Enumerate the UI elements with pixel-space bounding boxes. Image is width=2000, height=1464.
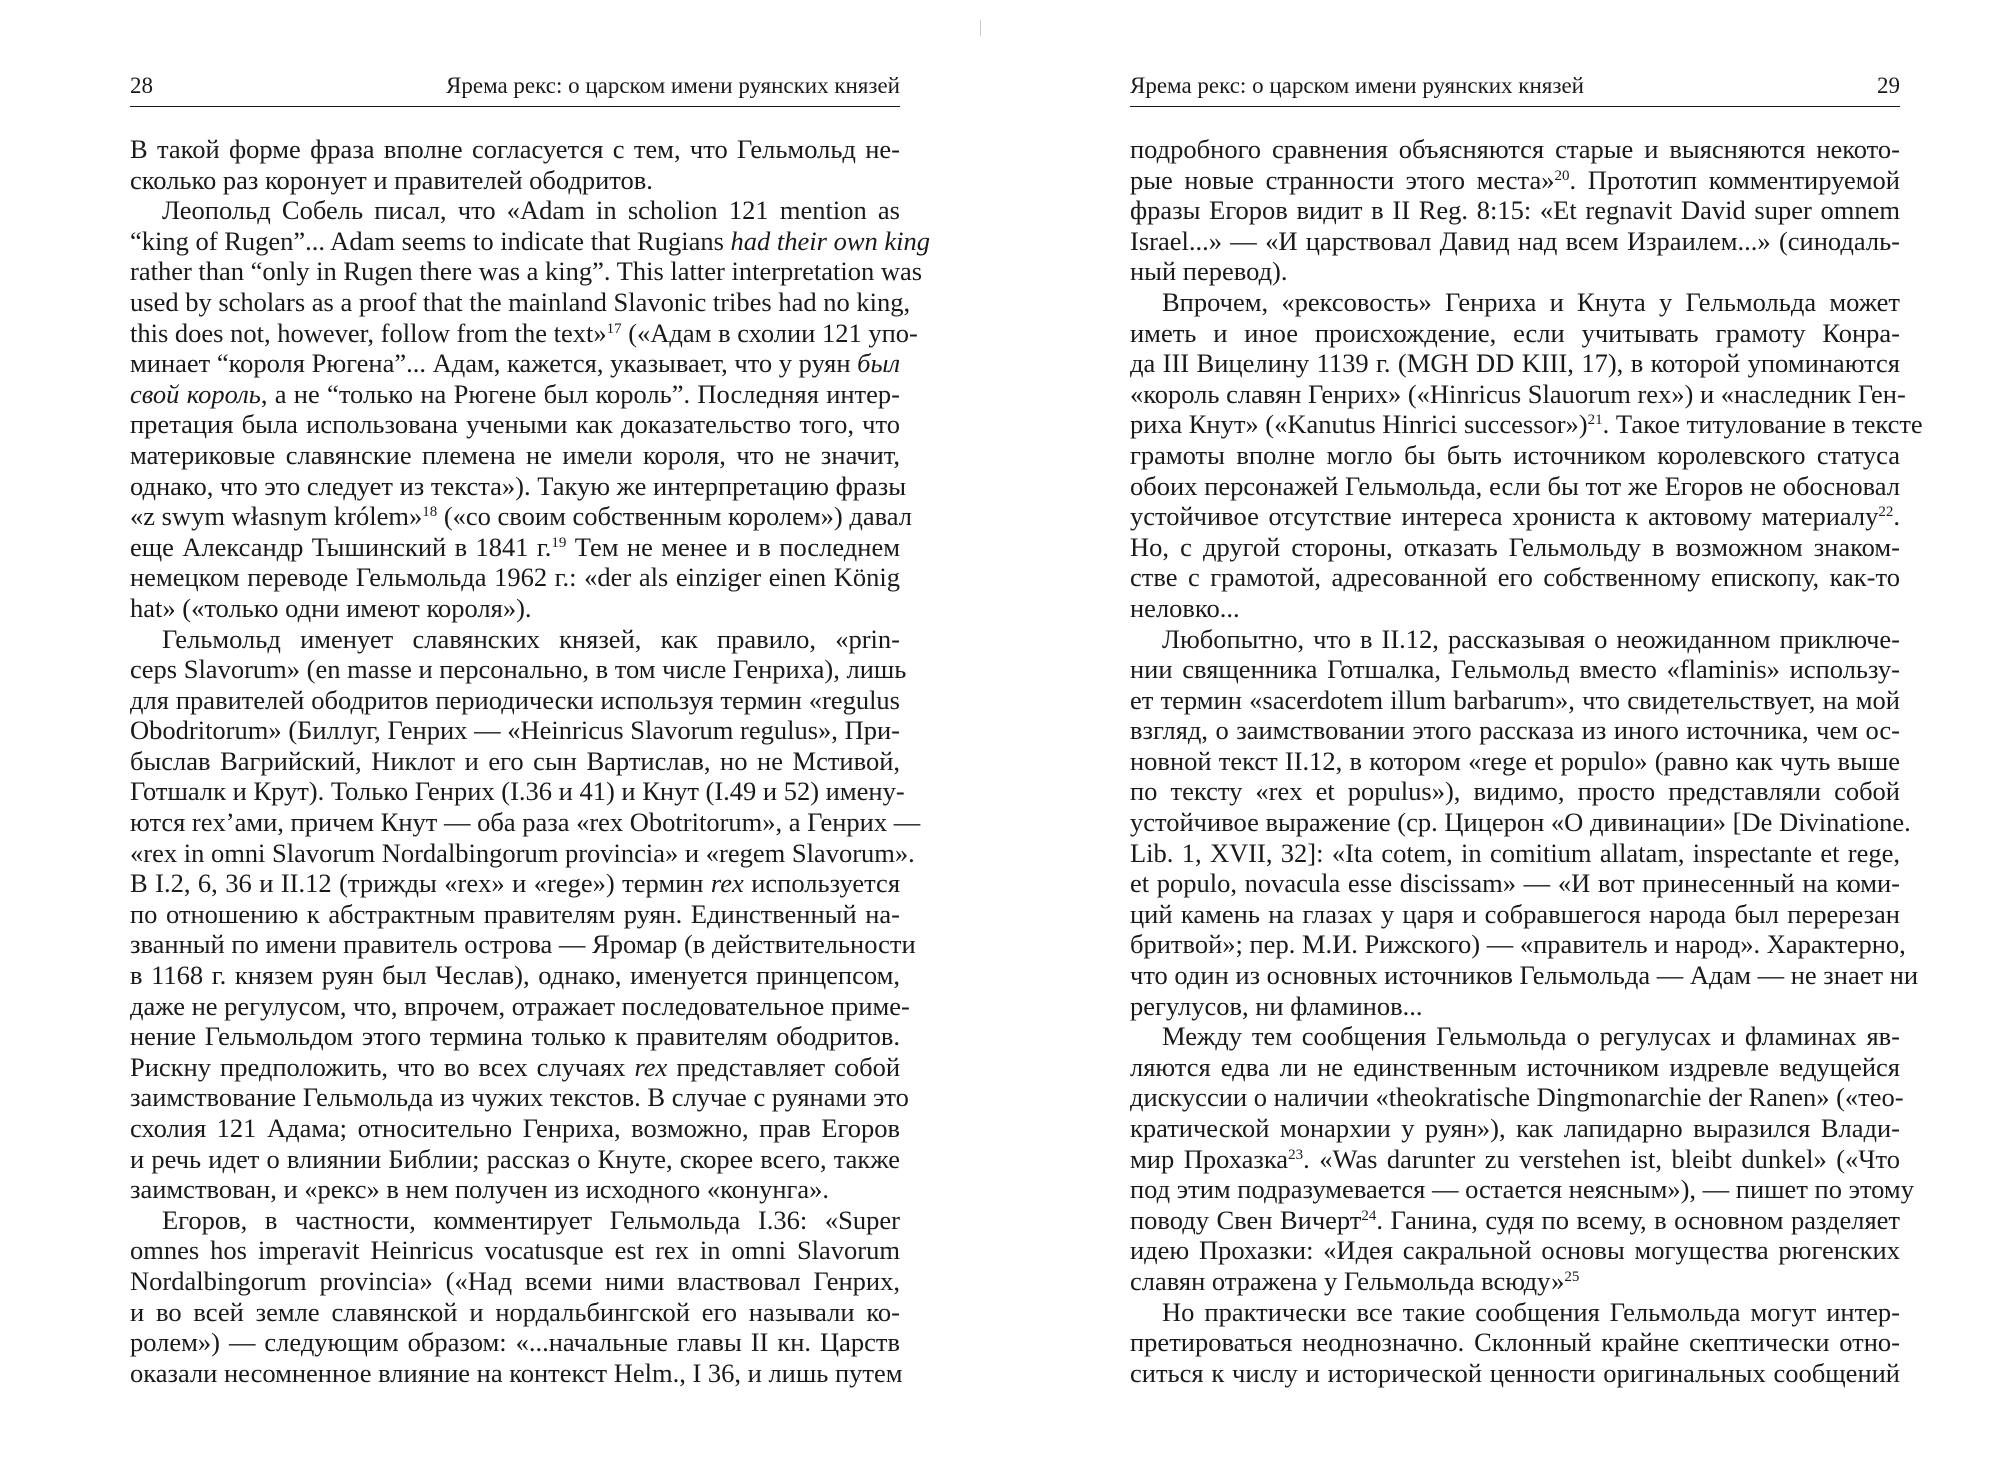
line-text: и речь идет о влиянии Библии; рассказ о Кнуте, скорее всего, также (130, 1143, 900, 1174)
text-line (130, 532, 900, 563)
text-line (130, 776, 905, 807)
left-header-title: Ярема рекс: о царском имени руянских князей (446, 73, 900, 98)
text-line (1130, 1205, 1900, 1236)
text-line (1130, 195, 1900, 226)
text-line (1130, 1174, 1914, 1205)
text-line (1130, 501, 1900, 532)
text-line (130, 225, 931, 257)
text-line (130, 807, 921, 838)
line-text-continued: («со своим собственным королем») давал (437, 501, 912, 532)
text-line (130, 1144, 900, 1175)
line-text: обоих персонажей Гельмольда, если бы тот же Егоров не обосновал (1130, 470, 1900, 501)
line-text: ceps Slavorum» (en masse и персонально, в том числе Генриха), лишь (130, 654, 907, 685)
text-line (130, 286, 911, 318)
footnote-reference: 18 (422, 504, 438, 521)
line-text: славян отражена у Гельмольда всюду» (1130, 1265, 1565, 1296)
line-text: ный перевод). (1130, 256, 1288, 287)
footnote-reference: 23 (1288, 1146, 1304, 1163)
text-line (1130, 1021, 1900, 1052)
line-text: устойчивое выражение (ср. Цицерон «О дивинации» [De Divinatione. (1130, 807, 1911, 838)
line-text: нение Гельмольдом этого термина только к правителям ободритов. (130, 1021, 900, 1052)
italic-text: rex (634, 1051, 668, 1082)
line-text: дискуссии о наличии «theokratische Dingmonarchie der Ranen» («тео- (1130, 1082, 1904, 1113)
text-line (1130, 134, 1900, 165)
text-line (1130, 715, 1900, 746)
text-line (130, 685, 900, 716)
line-text: мир Прохазка (1130, 1143, 1289, 1174)
line-text: взгляд, о заимствовании этого рассказа из иного источника, чем ос- (1130, 715, 1900, 746)
text-line (1130, 838, 1900, 869)
line-text: немецком переводе Гельмольда 1962 г.: «der als einziger einen König (130, 562, 900, 593)
line-text: Впрочем, «рексовость» Генриха и Кнута у Гельмольда может (1162, 286, 1900, 317)
line-text: устойчивое отсутствие интереса хрониста к актовому материалу (1130, 501, 1879, 532)
line-text: иметь и иное происхождение, если учитывать грамоту Конра- (1130, 317, 1900, 348)
right-page-number: 29 (1877, 73, 1900, 98)
italic-text: had their own king (730, 225, 931, 256)
line-text: регулусов, ни фламинов... (1130, 990, 1423, 1021)
line-text: «rex in omni Slavorum Nordalbingorum provincia» и «regem Slavorum». (130, 837, 915, 868)
text-line (130, 1205, 900, 1236)
line-text: Между тем сообщения Гельмольда о регулусах и фламинах яв- (1162, 1021, 1900, 1052)
line-text-continued: . Прототип комментируемой (1569, 164, 1900, 195)
line-text: и во всей земле славянской и нордальбингской его называли ко- (130, 1296, 900, 1327)
text-line (1130, 318, 1900, 349)
line-text: Nordalbingorum provincia» («Над всеми ними властвовал Генрих, (130, 1265, 900, 1296)
text-line (1130, 1113, 1900, 1144)
line-text: даже не регулусом, что, впрочем, отражает последовательное приме- (130, 990, 910, 1021)
line-text: Но практически все такие сообщения Гельмольда могут интер- (1162, 1296, 1900, 1327)
text-line (1130, 991, 1900, 1022)
line-text: заимствован, и «рекс» в нем получен из исходного «конунга». (130, 1174, 830, 1205)
line-text: used by scholars as a proof that the mainland Slavonic tribes had no king, (130, 286, 911, 317)
text-line (1130, 1297, 1900, 1328)
text-line (1130, 1052, 1900, 1083)
line-text: Рискну предположить, что во всех случаях (130, 1051, 635, 1082)
text-line (1130, 1235, 1900, 1266)
text-line (1130, 440, 1900, 471)
text-line (1130, 348, 1900, 379)
line-text: быслав Вагрийский, Никлот и его сын Вартислав, но не Мстивой, (130, 745, 900, 776)
text-line (130, 348, 900, 379)
line-text: бритвой»; пер. М.И. Рижского) — «правитель и народ». Характерно, (1130, 929, 1906, 960)
text-line (130, 562, 900, 593)
footnote-reference: 24 (1361, 1207, 1377, 1224)
line-text: грамоты вполне могло бы быть источником королевского статуса (1130, 439, 1900, 470)
text-line (1130, 1327, 1900, 1358)
text-line (1130, 685, 1900, 716)
text-line (130, 1357, 903, 1389)
line-text: сколько раз коронует и правителей ободритов. (130, 164, 653, 195)
line-text: риха Кнут» («Kanutus Hinrici successor») (1130, 409, 1588, 440)
line-text: rather than “only in Rugen there was a king”. This latter interpretation was (130, 256, 923, 287)
line-text: идею Прохазки: «Идея сакральной основы могущества рюгенских (1130, 1235, 1900, 1266)
line-text: что один из основных источников Гельмольда — Адам — не знает ни (1130, 960, 1919, 991)
line-text: “king of Rugen”... Adam seems to indicate that Rugians (130, 225, 731, 256)
text-line (130, 1174, 900, 1205)
line-text: В I.2, 6, 36 и II.12 (трижды «rex» и «rege») термин (130, 868, 711, 899)
line-text-continued: используется (743, 868, 901, 899)
line-text: et populo, novacula esse discissam» — «И вот принесенный на коми- (1130, 868, 1900, 899)
text-line (130, 593, 900, 624)
text-line (130, 440, 900, 471)
line-text: неловко... (1130, 592, 1240, 623)
line-text: кратической монархии у руян»), как лапидарно выразился Влади- (1130, 1113, 1900, 1143)
text-line (130, 1235, 900, 1266)
line-text: новной текст II.12, в котором «rege et populo» (равно как чуть выше (1130, 745, 1900, 776)
text-line (130, 134, 900, 165)
line-text: Леопольд Собель писал, что «Adam in scholion 121 mention as (162, 195, 900, 226)
text-line (130, 1052, 900, 1083)
text-line (130, 837, 915, 869)
line-text: схолия 121 Адама; относительно Генриха, возможно, прав Егоров (130, 1113, 900, 1143)
text-line (1130, 562, 1900, 593)
italic-text: был (857, 348, 901, 379)
text-line (1130, 471, 1900, 502)
text-line (1130, 256, 1900, 287)
line-text: ются rex’ами, причем Кнут — оба раза «rex Obotritorum», а Генрих — (130, 807, 921, 838)
text-line (130, 195, 900, 226)
line-text: «король славян Генрих» («Hinricus Slauorum rex») и «наследник Ген- (1130, 378, 1906, 409)
text-line (130, 624, 900, 655)
text-line (1130, 899, 1900, 930)
line-text: ляются едва ли не единственным источником издревле ведущейся (1130, 1051, 1900, 1082)
line-text-continued: . Такое титулование в тексте (1602, 409, 1923, 440)
line-text: званный по имени правитель острова — Яромар (в действительности (130, 929, 916, 960)
line-text: Lib. 1, XVII, 32]: «Ita cotem, in comitium allatam, inspectante et rege, (1130, 837, 1900, 868)
italic-text: rex (710, 868, 744, 899)
text-line (1130, 1082, 1904, 1113)
line-text: еще Александр Тышинский в 1841 г. (130, 531, 552, 562)
line-text: минает “короля Рюгена”... Адам, кажется, указывает, что у руян (130, 348, 858, 379)
text-line (130, 1327, 900, 1358)
line-text: ролем») — следующим образом: «...начальные главы II кн. Царств (130, 1327, 900, 1358)
right-running-header (1130, 72, 1900, 107)
right-body-text (1130, 134, 1923, 1388)
line-text: по отношению к абстрактным правителям руян. Единственный на- (130, 898, 900, 929)
line-text-continued: («Адам в схолии 121 упо- (621, 317, 918, 348)
line-text: Гельмольд именует славянских князей, как правило, «prin- (162, 623, 900, 654)
line-text: В такой форме фраза вполне согласуется с тем, что Гельмольд не- (130, 134, 900, 164)
text-line (130, 1266, 900, 1297)
footnote-reference: 21 (1587, 412, 1603, 429)
text-line (1130, 165, 1900, 196)
text-line (130, 317, 918, 349)
line-text-continued: Тем не менее и в последнем (566, 531, 900, 562)
line-text: стве с грамотой, адресованной его собственному епископу, как-то (1130, 562, 1900, 593)
text-line (1130, 654, 1900, 685)
line-text: Любопытно, что в II.12, рассказывая о неожиданном приключе- (1162, 623, 1900, 654)
footnote-reference: 25 (1564, 1268, 1580, 1285)
text-line (130, 1113, 900, 1144)
line-text: ет термин «sacerdotem illum barbarum», что свидетельствует, на мой (1130, 684, 1900, 715)
footnote-reference: 20 (1554, 167, 1570, 184)
text-line (1130, 532, 1900, 563)
line-text: нии священника Готшалка, Гельмольд вместо «flaminis» использу- (1130, 654, 1900, 685)
line-text: для правителей ободритов периодически используя термин «regulus (130, 684, 900, 715)
text-line (1130, 1144, 1900, 1175)
footnote-reference: 19 (551, 534, 567, 551)
line-text: Israel...» — «И царствовал Давид над всем Израилем...» (синодаль- (1130, 225, 1900, 256)
text-line (130, 990, 910, 1022)
line-text: материковые славянские племена не имели короля, что не значит, (130, 439, 900, 470)
text-line (130, 960, 900, 991)
text-line (1130, 868, 1900, 899)
text-line (130, 379, 900, 410)
line-text: Obodritorum» (Биллуг, Генрих — «Heinricus Slavorum regulus», При- (130, 715, 900, 746)
text-line (130, 256, 923, 287)
text-line (1130, 1358, 1900, 1389)
line-text: omnes hos imperavit Heinricus vocatusque est rex in omni Slavorum (130, 1235, 900, 1266)
line-text: однако, что это следует из текста»). Такую же интерпретацию фразы (130, 470, 907, 501)
line-text-continued: . (1893, 501, 1900, 532)
line-text: Готшалк и Крут). Только Генрих (I.36 и 41) и Кнут (I.49 и 52) имену- (130, 776, 905, 807)
text-line (1130, 624, 1900, 655)
footnote-reference: 17 (606, 320, 622, 337)
text-line (130, 1021, 900, 1052)
line-text: hat» («только одни имеют короля»). (130, 592, 532, 623)
text-line (1130, 226, 1900, 257)
text-line (1130, 593, 1900, 624)
line-text-continued: . Ганина, судя по всему, в основном разделяет (1376, 1204, 1900, 1235)
line-text: Егоров, в частности, комментирует Гельмольда I.36: «Super (162, 1204, 900, 1235)
line-text: фразы Егоров видит в II Reg. 8:15: «Et regnavit David super omnem (1130, 195, 1900, 226)
text-line (1130, 929, 1906, 960)
footnote-reference: 22 (1878, 504, 1894, 521)
right-page (1130, 0, 1923, 1464)
line-text-continued: . «Was darunter zu verstehen ist, bleibt dunkel» («Что (1303, 1143, 1900, 1174)
left-page-number: 28 (130, 73, 153, 98)
line-text: в 1168 г. князем руян был Чеслав), однако, именуется принцепсом, (130, 960, 900, 991)
line-text: да III Вицелину 1139 г. (MGH DD KIII, 17), в которой упоминаются (1130, 348, 1900, 379)
text-line (1130, 1266, 1900, 1297)
line-text-continued: , а не “только на Рюгене был король”. Последняя интер- (260, 378, 900, 409)
line-text: заимствование Гельмольда из чужих текстов. В случае с руянами это (130, 1082, 909, 1113)
text-line (1130, 807, 1911, 838)
text-line (1130, 746, 1900, 777)
text-line (130, 715, 900, 746)
line-text: рые новые странности этого места» (1130, 164, 1555, 195)
text-line (1130, 378, 1906, 410)
line-text: под этим подразумевается — остается неясным»), — пишет по этому (1130, 1174, 1914, 1205)
line-text: ситься к числу и исторической ценности оригинальных сообщений (1130, 1357, 1900, 1388)
line-text: Но, с другой стороны, отказать Гельмольду в возможном знаком- (1130, 531, 1900, 562)
text-line (130, 929, 916, 960)
line-text: «z swym własnym królem» (130, 501, 423, 532)
left-page (130, 0, 931, 1464)
line-text-continued: представляет собой (667, 1051, 900, 1082)
text-line (1130, 960, 1919, 991)
line-text: оказали несомненное влияние на контекст Helm., I 36, и лишь путем (130, 1357, 903, 1388)
text-line (130, 409, 900, 440)
text-line (130, 868, 900, 899)
page-fold-mark (980, 20, 981, 36)
left-running-header (130, 72, 900, 107)
text-line (130, 746, 900, 777)
line-text: подробного сравнения объясняются старые и выясняются некото- (1130, 134, 1900, 164)
italic-text: свой король (130, 378, 261, 409)
line-text: претироваться неоднозначно. Склонный крайне скептически отно- (1130, 1327, 1900, 1358)
text-line (1130, 409, 1923, 440)
right-header-title: Ярема рекс: о царском имени руянских князей (1130, 73, 1584, 98)
line-text: по тексту «rex et populus»), видимо, просто представляли собой (1130, 776, 1900, 807)
text-line (130, 654, 907, 685)
left-body-text (130, 134, 931, 1388)
text-line (1130, 287, 1900, 318)
text-line (130, 501, 912, 532)
text-line (130, 1082, 909, 1113)
line-text: претация была использована учеными как доказательство того, что (130, 409, 900, 440)
text-line (130, 899, 900, 930)
text-line (130, 1297, 900, 1328)
text-line (130, 470, 907, 502)
text-line (1130, 776, 1900, 807)
line-text: ций камень на глазах у царя и собравшегося народа был перерезан (1130, 898, 1900, 929)
text-line (130, 165, 900, 196)
line-text: поводу Свен Вичерт (1130, 1204, 1362, 1235)
line-text: this does not, however, follow from the text» (130, 317, 607, 348)
